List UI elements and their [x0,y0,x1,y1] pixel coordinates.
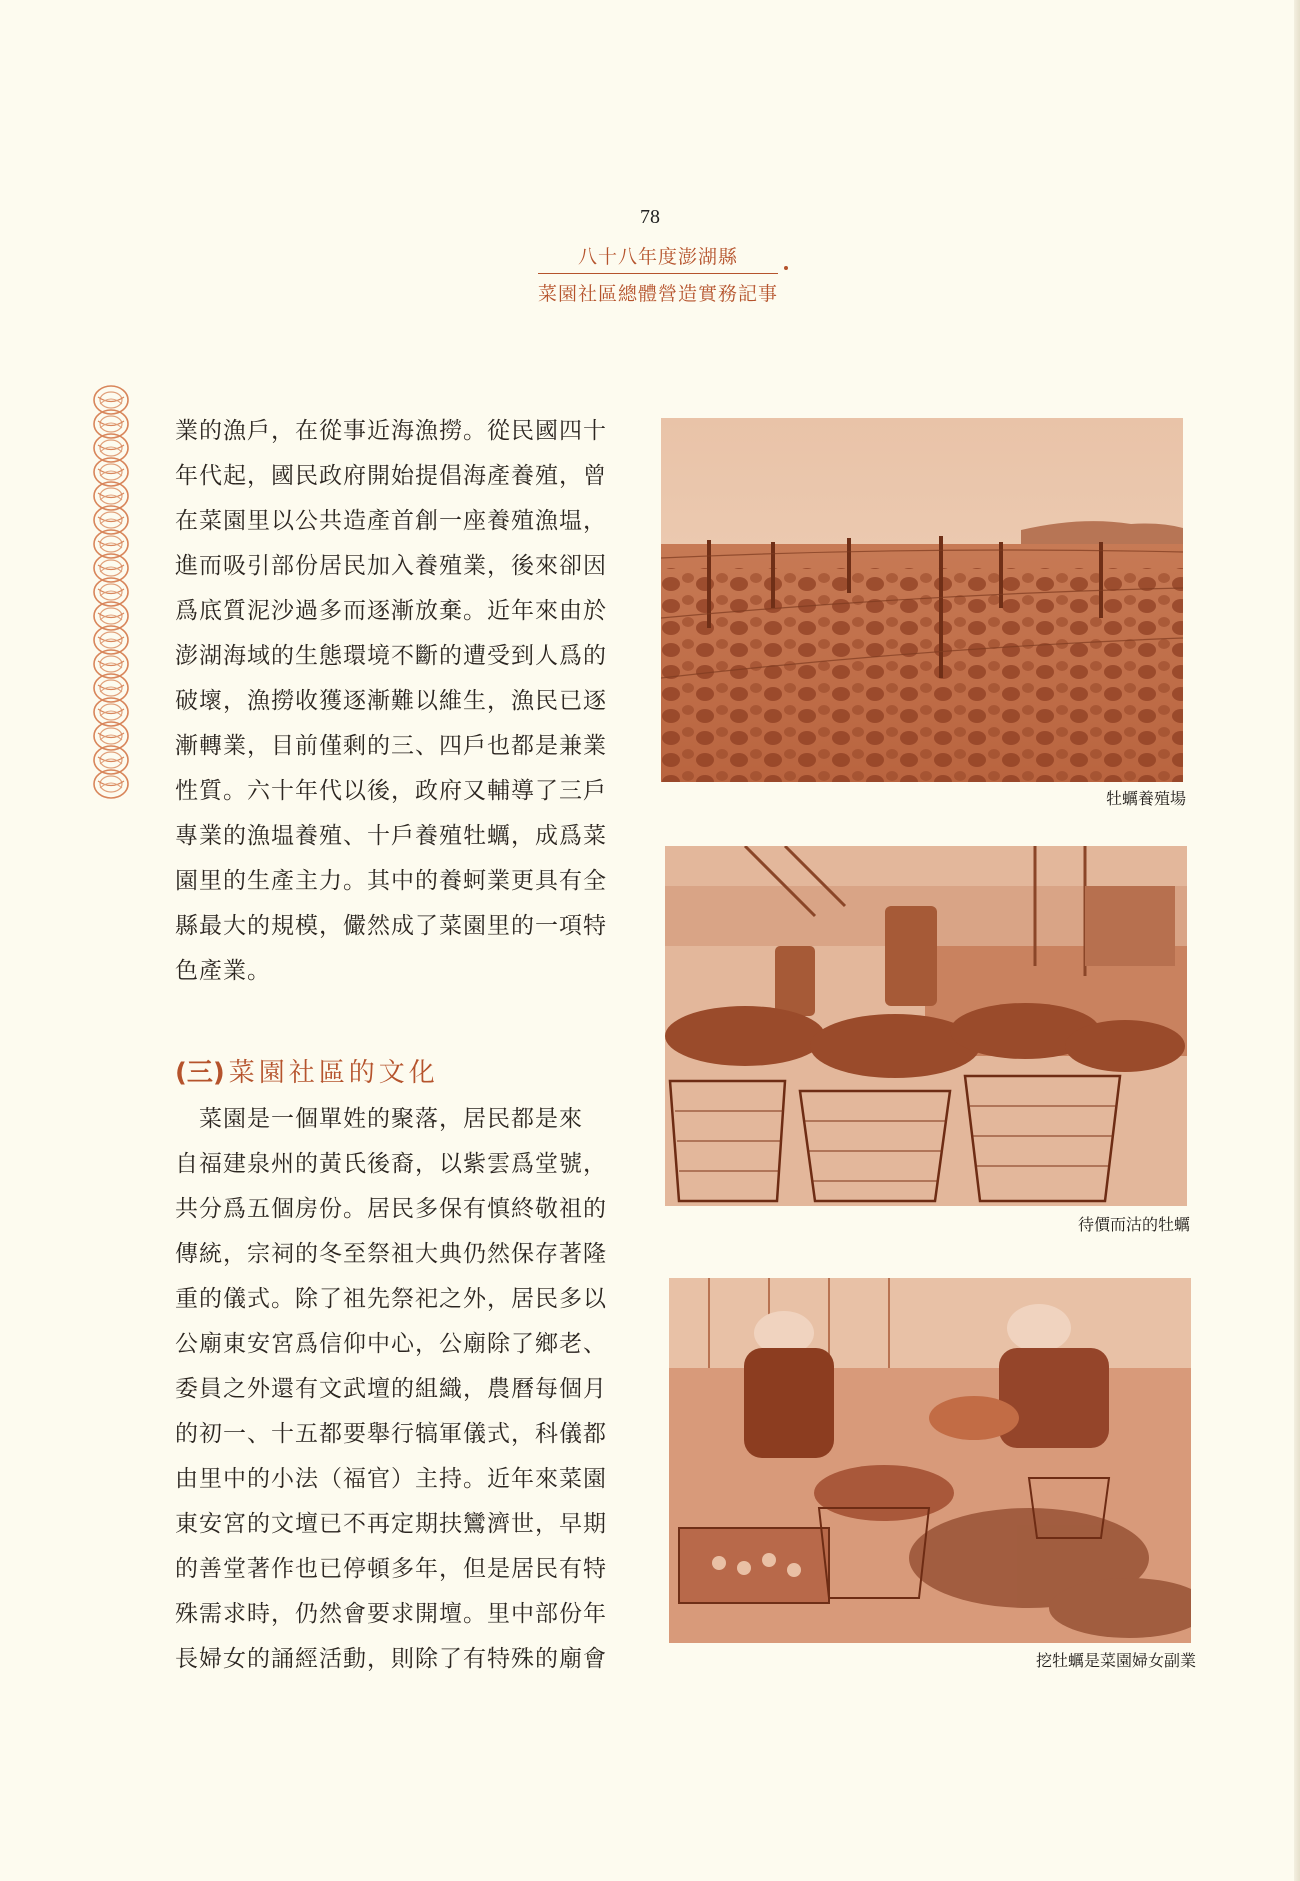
page-number: 78 [640,206,660,228]
photo-caption: 牡蠣養殖場 [1105,789,1186,808]
photo-oyster-farm [661,418,1183,782]
text-line: 漸轉業，目前僅剩的三、四戶也都是兼業 [175,733,607,759]
photo-caption: 挖牡蠣是菜園婦女副業 [1035,1651,1196,1670]
photo-oyster-baskets [665,846,1187,1206]
text-line: 業的漁戶，在從事近海漁撈。從民國四十 [175,418,607,444]
text-line: 重的儀式。除了祖先祭祀之外，居民多以 [175,1286,607,1312]
text-line: 公廟東安宮爲信仰中心，公廟除了鄉老、 [175,1331,607,1357]
text-line: 性質。六十年代以後，政府又輔導了三戶 [175,778,607,804]
body-text-part2 [175,1097,640,1682]
text-line: 縣最大的規模，儼然成了菜園里的一項特 [175,913,607,939]
text-line: 澎湖海域的生態環境不斷的遭受到人爲的 [175,643,607,669]
text-line: 年代起，國民政府開始提倡海產養殖，曾 [175,463,607,489]
body-text-part1 [175,409,640,994]
text-line: 自福建泉州的黃氏後裔，以紫雲爲堂號， [175,1151,607,1177]
ornament-border [90,384,132,804]
text-line: 色產業。 [175,958,271,984]
photo-caption: 待價而沽的牡蠣 [1077,1215,1190,1234]
header-line-1: 八十八年度澎湖縣 [577,246,738,268]
page-edge-shadow [1294,0,1300,1881]
text-line: 園里的生產主力。其中的養蚵業更具有全 [175,868,607,894]
photo-women-shucking [669,1278,1191,1643]
text-line: 在菜園里以公共造產首創一座養殖漁塭， [175,508,607,534]
text-line: 東安宮的文壇已不再定期扶鸞濟世，早期 [175,1511,607,1537]
header-dot [784,266,788,270]
header-line-2: 菜園社區總體營造實務記事 [538,283,779,305]
text-line: 共分爲五個房份。居民多保有慎終敬祖的 [175,1196,607,1222]
text-line: 菜園是一個單姓的聚落，居民都是來 [175,1106,583,1132]
text-line: 委員之外還有文武壇的組織，農曆每個月 [175,1376,607,1402]
text-line: 殊需求時，仍然會要求開壇。里中部份年 [175,1601,607,1627]
text-line: 破壞，漁撈收獲逐漸難以維生，漁民已逐 [175,688,607,714]
section-marker: (三) [175,1058,225,1088]
text-line: 長婦女的誦經活動，則除了有特殊的廟會 [175,1646,607,1672]
text-line: 傳統，宗祠的冬至祭祖大典仍然保存著隆 [175,1241,607,1267]
text-line: 爲底質泥沙過多而逐漸放棄。近年來由於 [175,598,607,624]
section-title: 菜園社區的文化 [228,1058,439,1088]
text-line: 的善堂著作也已停頓多年，但是居民有特 [175,1556,607,1582]
text-line: 專業的漁塭養殖、十戶養殖牡蠣，成爲菜 [175,823,607,849]
text-line: 由里中的小法（福官）主持。近年來菜園 [175,1466,607,1492]
section-heading [175,1052,439,1092]
header-rule [538,273,778,274]
running-header [538,242,778,306]
text-line: 的初一、十五都要舉行犒軍儀式，科儀都 [175,1421,607,1447]
text-line: 進而吸引部份居民加入養殖業，後來卻因 [175,553,607,579]
